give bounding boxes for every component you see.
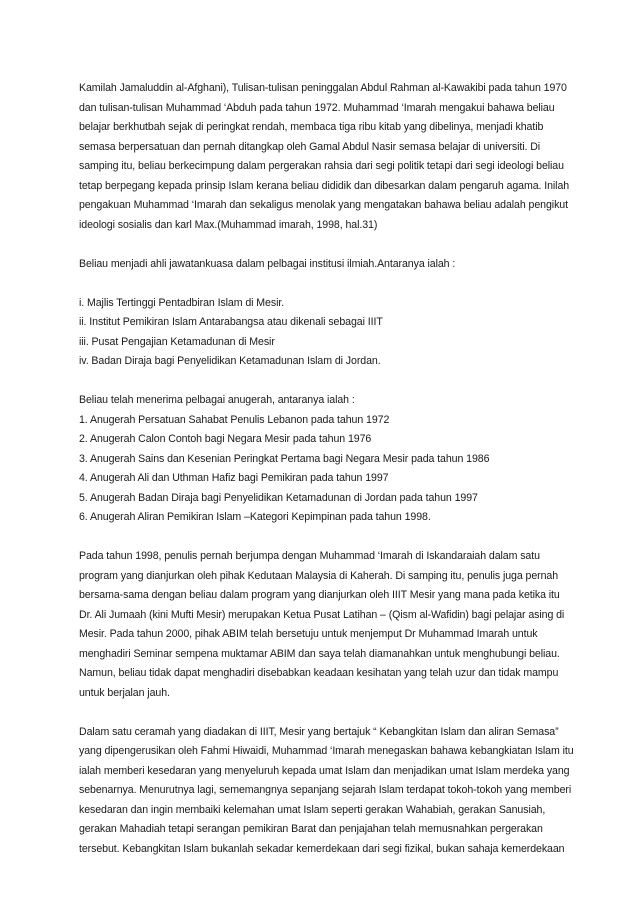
list-item: 3. Anugerah Sains dan Kesenian Peringkat Pertama bagi Negara Mesir pada tahun 1986: [79, 452, 490, 465]
text-line: menghadiri Seminar sempena muktamar ABIM dan saya telah diamanahkan untuk menghubungi beliau.: [79, 647, 560, 660]
paragraph-meeting: [79, 547, 565, 703]
text-line: belajar berkhutbah sejak di peringkat rendah, membaca tiga ribu kitab yang dibelinya, menjadi khatib: [79, 121, 544, 133]
list-item: 1. Anugerah Persatuan Sahabat Penulis Lebanon pada tahun 1972: [79, 413, 390, 426]
text-line: gerakan Mahadiah tetapi serangan pemikiran Barat dan penjajahan telah memusnahkan pergerakan: [79, 823, 543, 835]
list-item: 2. Anugerah Calon Contoh bagi Negara Mesir pada tahun 1976: [79, 433, 372, 445]
paragraph-spacer: [79, 372, 565, 392]
list-heading: Beliau telah menerima pelbagai anugerah, antaranya ialah :: [79, 394, 355, 406]
text-line: tersebut. Kebangkitan Islam bukanlah sekadar kemerdekaan dari segi fizikal, bukan sahaja kemerdekaan: [79, 842, 565, 855]
text-line: Dr. Ali Jumaah (kini Mufti Mesir) merupakan Ketua Pusat Latihan – (Qism al-Wafidin) bagi pelajar asing di: [79, 608, 565, 621]
text-line: dan tulisan-tulisan Muhammad ‘Abduh pada tahun 1972. Muhammad ‘Imarah mengakui bahawa beliau: [79, 101, 555, 114]
text-line: Kamilah Jamaluddin al-Afghani), Tulisan-tulisan peninggalan Abdul Rahman al-Kawakibi pada tahun 1970: [79, 82, 567, 94]
text-line: yang dipengerusikan oleh Fahmi Hiwaidi, Muhammad ‘Imarah menegaskan bahawa kebangkiatan Islam itu: [79, 745, 574, 757]
text-line: Pada tahun 1998, penulis pernah berjumpa dengan Muhammad ‘Imarah di Iskandaraiah dalam satu: [79, 550, 540, 562]
list-item: i. Majlis Tertinggi Pentadbiran Islam di Mesir.: [79, 296, 285, 309]
paragraph-biography: [79, 79, 570, 235]
document-body: [79, 79, 574, 859]
text-line: semasa berpersatuan dan pernah ditangkap oleh Gamal Abdul Nasir semasa belajar di universiti. Di: [79, 140, 541, 153]
text-line: pengakuan Muhammad ‘Imarah dan sekaligus menolak yang mengatakan bahawa beliau adalah pengikut: [79, 199, 568, 211]
text-line: bersama-sama dengan beliau dalam program yang dianjurkan oleh IIIT Mesir yang mana pada ketika itu: [79, 589, 560, 601]
text-line: Mesir. Pada tahun 2000, pihak ABIM telah bersetuju untuk menjemput Dr Muhammad Imarah untuk: [79, 628, 538, 640]
text-line: Beliau menjadi ahli jawatankuasa dalam pelbagai institusi ilmiah.Antaranya ialah :: [79, 257, 456, 270]
text-line: ialah memberi kesedaran yang menyeluruh kepada umat Islam dan menjadikan umat Islam merdeka yang: [79, 764, 570, 777]
list-item: iii. Pusat Pengajian Ketamadunan di Mesir: [79, 335, 275, 348]
list-item: ii. Institut Pemikiran Islam Antarabangsa atau dikenali sebagai IIIT: [79, 316, 383, 328]
list-item: iv. Badan Diraja bagi Penyelidikan Ketamadunan Islam di Jordan.: [79, 355, 381, 367]
list-item: 4. Anugerah Ali dan Uthman Hafiz bagi Pemikiran pada tahun 1997: [79, 472, 389, 484]
list-item: 5. Anugerah Badan Diraja bagi Penyelidikan Ketamadunan di Jordan pada tahun 1997: [79, 491, 478, 504]
text-line: kesedaran dan ingin membaiki kelemahan umat Islam seperti gerakan Wahabiah, gerakan Sanusiah,: [79, 803, 546, 816]
paragraph-spacer: [79, 528, 565, 548]
list-institutions: [79, 294, 565, 372]
paragraph-spacer: [79, 274, 565, 294]
text-line: sebenarnya. Menurutnya lagi, sememangnya sepanjang sejarah Islam terdapat tokoh-tokoh yang memberi: [79, 784, 572, 796]
paragraph-spacer: [79, 703, 565, 723]
text-line: program yang dianjurkan oleh pihak Kedutaan Malaysia di Kaherah. Di samping itu, penulis juga pernah: [79, 569, 559, 582]
text-line: Namun, beliau tidak dapat menghadiri disebabkan keadaan kesihatan yang telah uzur dan tidak mampu: [79, 667, 559, 679]
text-line: untuk berjalan jauh.: [79, 686, 170, 699]
text-line: tetap berpegang kepada prinsip Islam kerana beliau dididik dan dibesarkan dalam pengaruh agama. Inilah: [79, 179, 570, 192]
list-awards: [79, 391, 565, 528]
paragraph-spacer: [79, 235, 565, 255]
paragraph-lecture: [79, 723, 574, 860]
text-line: ideologi sosialis dan karl Max.(Muhammad imarah, 1998, hal.31): [79, 218, 378, 231]
text-line: Dalam satu ceramah yang diadakan di IIIT, Mesir yang bertajuk “ Kebangkitan Islam dan aliran Semasa”: [79, 725, 559, 738]
paragraph-committee-intro: [79, 255, 565, 275]
text-line: samping itu, beliau berkecimpung dalam pergerakan rahsia dari segi politik tetapi dari segi ideologi beliau: [79, 160, 564, 172]
list-item: 6. Anugerah Aliran Pemikiran Islam –Kategori Kepimpinan pada tahun 1998.: [79, 511, 431, 523]
